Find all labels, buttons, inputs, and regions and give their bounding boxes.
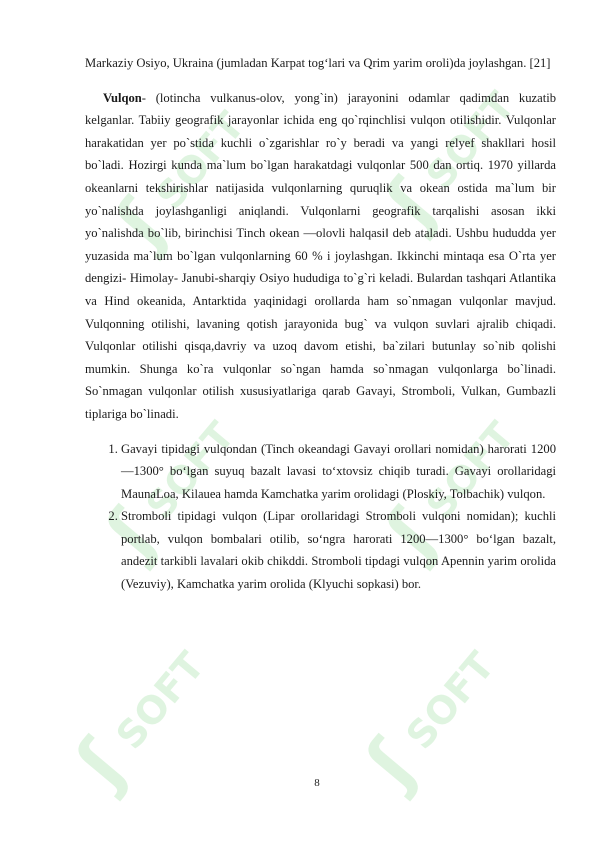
svg-text:ʃ: ʃ <box>100 185 182 261</box>
page-content <box>85 52 556 596</box>
svg-text:SOFT: SOFT <box>107 643 213 758</box>
page-number: 8 <box>314 777 320 789</box>
svg-text:SOFT: SOFT <box>147 103 253 218</box>
svg-text:ʃ: ʃ <box>370 165 452 241</box>
svg-text:SOFT: SOFT <box>417 413 523 528</box>
list-item: 2. Stromboli tipidagi vulqon (Lipar orollaridagi Stromboli vulqoni nomidan); kuchli portlab, vulqon bombalari otilib, so‘ngra harorati 1200—1300° bo‘lgan bazalt, andezit tarkibli lavalari okib chikddi. Stromboli tipdagi vulqon Apennin yarim orolida (Vezuviy), Kamchatka yarim orolida (Klyuchi sopkasi) bor. <box>121 505 556 595</box>
svg-text:ʃ: ʃ <box>350 725 432 801</box>
svg-text:SOFT: SOFT <box>137 413 243 528</box>
intro-paragraph: Markaziy Osiyo, Ukraina (jumladan Karpat tog‘lari va Qrim yarim oroli)da joylashgan. [21] <box>85 56 551 70</box>
svg-text:ʃ: ʃ <box>90 495 172 571</box>
svg-text:SOFT: SOFT <box>397 643 503 758</box>
svg-text:ʃ: ʃ <box>370 495 452 571</box>
volcano-paragraph <box>85 87 556 426</box>
volcano-text: - (lotincha vulkanus-olov, yong`in) jarayonini odamlar qadimdan kuzatib kelganlar. Tabiiy geografik jarayonlar ichida eng qo`rqinchlisi vulqon otilishidir. Vulqonlar harakatidan yer po`stida kuchli o`zgarishlar ro`y beradi va yangi relyef shakllari hosil bo`ladi. Hozirgi kunda ma`lum bo`lgan harakatdagi vulqonlar 500 dan ortiq. 1970 yillarda okeanlarni tekshirishlar natijasida vulqonlarning quruqlik va okean ostida ma`lum bir yo`nalishda joylashganligi aniqlandi. Vulqonlarni geografik tarqalishi asosan ikki yo`nalishda bo`lib, birinchisi Tinch okean ―olovli halqasiǁ deb ataladi. Ushbu hududda yer yuzasida ma`lum bo`lgan vulqonlarning 60 % i joylashgan. Ikkinchi mintaqa esa O`rta yer dengizi- Himolay- Janubi-sharqiy Osiyo hududiga to`g`ri keladi. Bulardan tashqari Atlantika va Hind okeanida, Antarktida yaqinidagi orollarda ham so`nmagan vulqonlar mavjud. Vulqonning otilishi, lavaning qotish jarayonida bug` va vulqon suvlari ajralib chiqadi. Vulqonlar otilishi qisqa,davriy va uzoq davom etishi, ba`zilari butunlay so`nib qolishi mumkin. Shunga ko`ra vulqonlar so`ngan hamda so`nmagan vulqonlarga bo`linadi. So`nmagan vulqonlar otilish xususiyatlariga qarab Gavayi, Stromboli, Vulkan, Gumbazli tiplariga bo`linadi. <box>85 90 556 421</box>
svg-text:SOFT: SOFT <box>417 83 523 198</box>
volcano-types-list <box>85 438 556 596</box>
list-item: 1. Gavayi tipidagi vulqondan (Tinch okeandagi Gavayi orollari nomidan) harorati 1200—1300° bo‘lgan suyuq bazalt lavasi to‘xtovsiz chiqib turadi. Gavayi orollaridagi MaunaLoa, Kilauea hamda Kamchatka yarim orolidagi (Ploskiy, Tolbachik) vulqon. <box>121 438 556 506</box>
svg-text:ʃ: ʃ <box>60 725 142 801</box>
volcano-term: Vulqon <box>103 90 142 105</box>
